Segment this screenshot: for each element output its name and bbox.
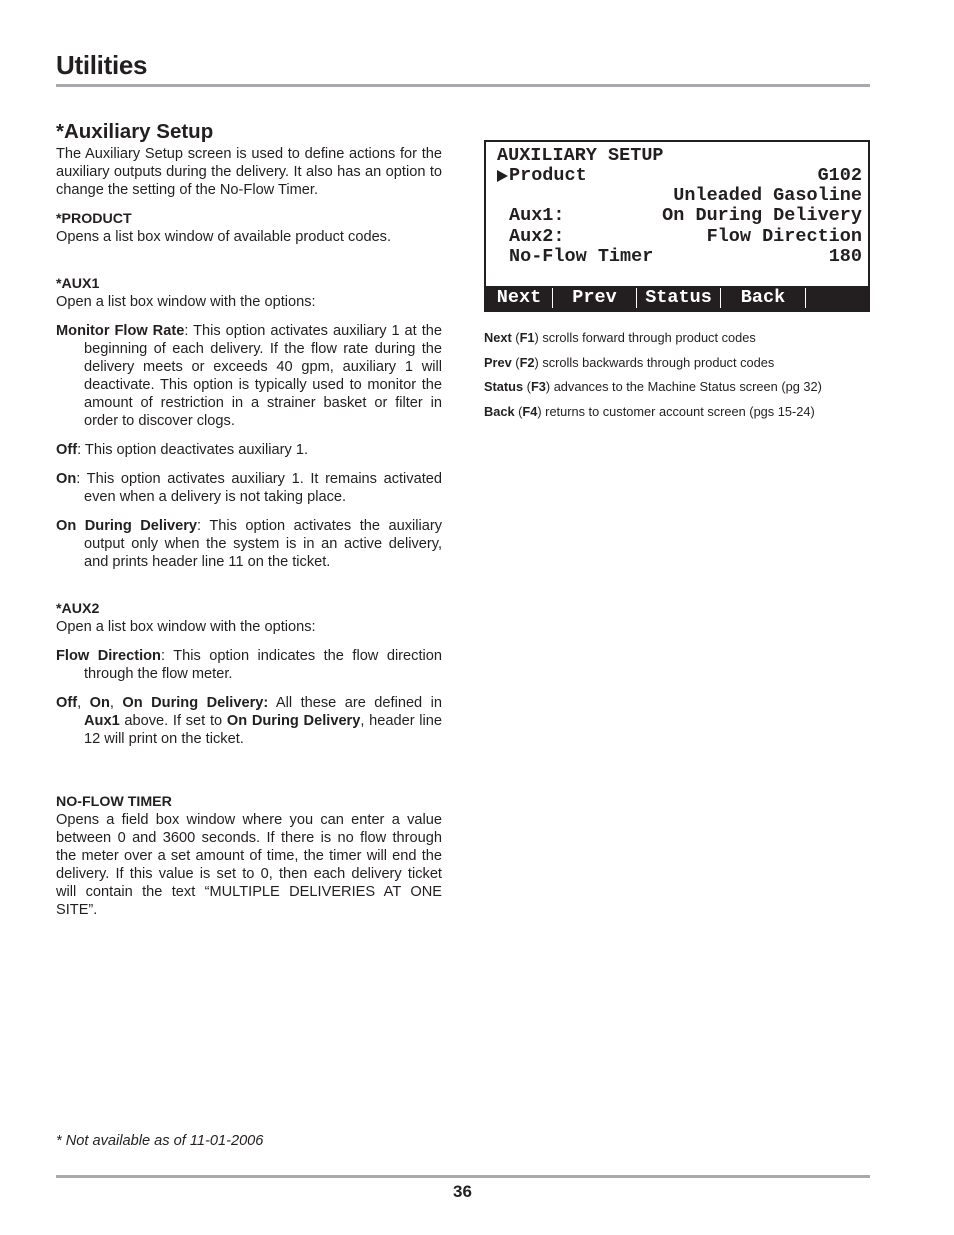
auxiliary-setup-screen — [484, 140, 870, 312]
aux1-value: On During Delivery — [662, 205, 862, 226]
next-key-desc: Next (F1) scrolls forward through product codes — [484, 330, 756, 345]
back-key-desc: Back (F4) returns to customer account screen (pgs 15-24) — [484, 403, 815, 419]
left-column — [56, 119, 442, 919]
aux1-option-on: On: This option activates auxiliary 1. It remains activated even when a delivery is not taking place. — [56, 471, 442, 505]
prev-key-desc: Prev (F2) scrolls backwards through product codes — [484, 354, 775, 370]
softkey-bar — [486, 286, 868, 310]
aux1-option-off: Off: This option deactivates auxiliary 1. — [56, 442, 308, 458]
aux1-label: Aux1: — [509, 205, 565, 226]
triangle-right-icon — [497, 170, 508, 182]
noflow-text: Opens a field box window where you can enter a value between 0 and 3600 seconds. If there is no flow through the meter over a set amount of time, the timer will end the delivery. If this value is set to 0, then each delivery ticket will contain the text “MULTIPLE DELIVERIES AT ONE SITE”. — [56, 812, 442, 918]
aux1-heading: *AUX1 — [56, 276, 100, 292]
product-heading: *PRODUCT — [56, 211, 132, 227]
page-number: 36 — [453, 1182, 472, 1201]
aux2-value: Flow Direction — [706, 226, 862, 247]
timer-value: 180 — [828, 246, 862, 267]
blank-softkey[interactable] — [806, 286, 868, 310]
product-label: Product — [509, 165, 587, 186]
prev-softkey[interactable]: Prev — [572, 287, 617, 308]
screen-product-line[interactable] — [497, 166, 862, 186]
product-code: G102 — [817, 165, 862, 186]
bottom-rule — [56, 1175, 870, 1178]
screen-timer-line[interactable] — [497, 247, 862, 267]
screen-aux2-line[interactable] — [497, 227, 862, 247]
top-rule — [56, 84, 870, 87]
next-softkey[interactable]: Next — [496, 287, 542, 308]
aux1-option-monitor: Monitor Flow Rate: This option activates auxiliary 1 at the beginning of each delivery. If the flow rate during the delivery meets or exceeds 40 gpm, auxiliary 1 will deactivate. This option is typically used to monitor the amount of restriction in a strainer basket or filter in order to discover clogs. — [56, 323, 442, 429]
aux1-option-on-during: On During Delivery: This option activates the auxiliary output only when the system is in an active delivery, and prints header line 11 on the ticket. — [56, 518, 442, 570]
product-name: Unleaded Gasoline — [673, 185, 862, 206]
aux2-option-combined: Off, On, On During Delivery: All these are defined in Aux1 above. If set to On During Delivery, header line 12 will print on the ticket. — [56, 695, 443, 747]
screen-title: AUXILIARY SETUP — [497, 145, 664, 166]
softkey-descriptions — [484, 330, 874, 428]
screen-product-name-line — [497, 186, 862, 206]
aux2-option-flow: Flow Direction: This option indicates the flow direction through the flow meter. — [56, 648, 442, 682]
status-key-desc: Status (F3) advances to the Machine Status screen (pg 32) — [484, 379, 822, 394]
product-text: Opens a list box window of available product codes. — [56, 229, 392, 245]
timer-label: No-Flow Timer — [509, 246, 654, 267]
status-softkey[interactable]: Status — [645, 287, 712, 308]
screen-title-line — [497, 146, 862, 166]
aux2-heading: *AUX2 — [56, 601, 100, 617]
intro-text: The Auxiliary Setup screen is used to define actions for the auxiliary outputs during the delivery. It also has an option to change the setting of the No-Flow Timer. — [56, 146, 442, 198]
back-softkey[interactable]: Back — [740, 287, 786, 308]
aux1-text: Open a list box window with the options: — [56, 294, 316, 310]
noflow-heading: NO-FLOW TIMER — [56, 794, 172, 810]
footnote: * Not available as of 11-01-2006 — [56, 1133, 264, 1149]
aux2-label: Aux2: — [509, 226, 565, 247]
section-title: *Auxiliary Setup — [56, 120, 214, 143]
page-title: Utilities — [56, 50, 148, 80]
screen-aux1-line[interactable] — [497, 206, 862, 226]
aux2-text: Open a list box window with the options: — [56, 619, 316, 635]
